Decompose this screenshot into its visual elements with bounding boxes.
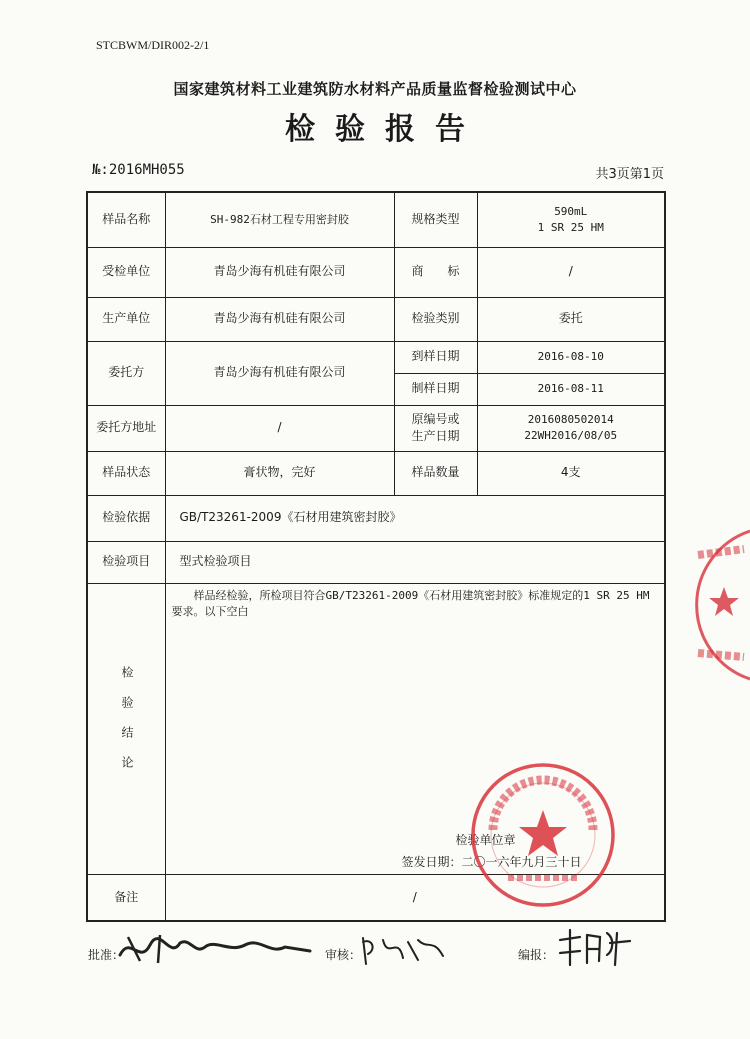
spec-label: 规格类型 [394,192,477,247]
sample-qty-label: 样品数量 [394,451,477,495]
inspect-type-label: 检验类别 [394,297,477,341]
organization-name: 国家建筑材料工业建筑防水材料产品质量监督检验测试中心 [173,80,577,98]
report-number: №:2016MH055 [92,162,185,178]
client-value: 青岛少海有机硅有限公司 [165,341,394,405]
basis-label: 检验依据 [87,495,165,541]
approve-label: 批准： [88,948,125,962]
report-title: 检验报告 [285,112,485,147]
orig-no-value-line1: 2016080502014 [527,413,614,427]
made-date-value: 2016-08-11 [477,373,665,405]
orig-no-label-line2: 生产日期 [411,429,460,443]
official-seal-stamp [468,760,618,910]
items-label: 检验项目 [87,541,165,583]
spec-value [477,192,665,247]
sample-qty-value: 4支 [477,451,665,495]
review-label: 审核： [325,948,362,962]
table-row [87,192,665,247]
arrival-date-value: 2016-08-10 [477,341,665,373]
sample-state-value: 膏状物，完好 [165,451,394,495]
client-label: 委托方 [87,341,165,405]
spec-value-line2: 1 SR 25 HM [537,220,604,234]
orig-no-label-line1: 原编号或 [411,411,460,426]
page-info: 共3页第1页 [595,167,664,182]
table-row [87,495,665,541]
conclusion-text: 样品经检验，所检项目符合GB/T23261-2009《石材用建筑密封胶》标准规定的1 SR 25 HM要求。以下空白 [171,588,650,618]
trademark-value: / [477,247,665,297]
edge-seal-stamp [684,525,750,685]
inspect-type-value: 委托 [477,297,665,341]
orig-no-value [477,405,665,451]
items-value: 型式检验项目 [165,541,665,583]
trademark-label: 商 标 [394,247,477,297]
sample-name-label: 样品名称 [87,192,165,247]
remarks-value: / [165,874,665,921]
producer-value: 青岛少海有机硅有限公司 [165,297,394,341]
table-row [87,541,665,583]
arrival-date-label: 到样日期 [394,341,477,373]
review-signature [358,930,448,970]
producer-label: 生产单位 [87,297,165,341]
table-row [87,247,665,297]
seal-unit-label: 检验单位章 [455,832,516,847]
basis-value: GB/T23261-2009《石材用建筑密封胶》 [165,495,665,541]
sample-state-label: 样品状态 [87,451,165,495]
prepare-signature [555,925,635,970]
table-row [87,341,665,373]
document-code: STCBWM/DIR002-2/1 [96,38,210,52]
conclusion-label: 检验结论 [119,665,134,786]
prepare-label: 编报： [518,948,555,962]
orig-no-label [394,405,477,451]
conclusion-label-cell [87,583,165,874]
made-date-label: 制样日期 [394,373,477,405]
table-row [87,405,665,451]
approve-signature [110,925,320,970]
client-address-value: / [165,405,394,451]
sign-date: 签发日期：二〇一六年九月三十日 [401,854,582,869]
remarks-label: 备注 [87,874,165,921]
table-row [87,451,665,495]
spec-value-line1: 590mL [554,204,588,218]
table-row [87,297,665,341]
inspected-unit-value: 青岛少海有机硅有限公司 [165,247,394,297]
client-address-label: 委托方地址 [87,405,165,451]
inspected-unit-label: 受检单位 [87,247,165,297]
sample-name-value: SH-982石材工程专用密封胶 [165,192,394,247]
orig-no-value-line2: 22WH2016/08/05 [524,429,618,442]
